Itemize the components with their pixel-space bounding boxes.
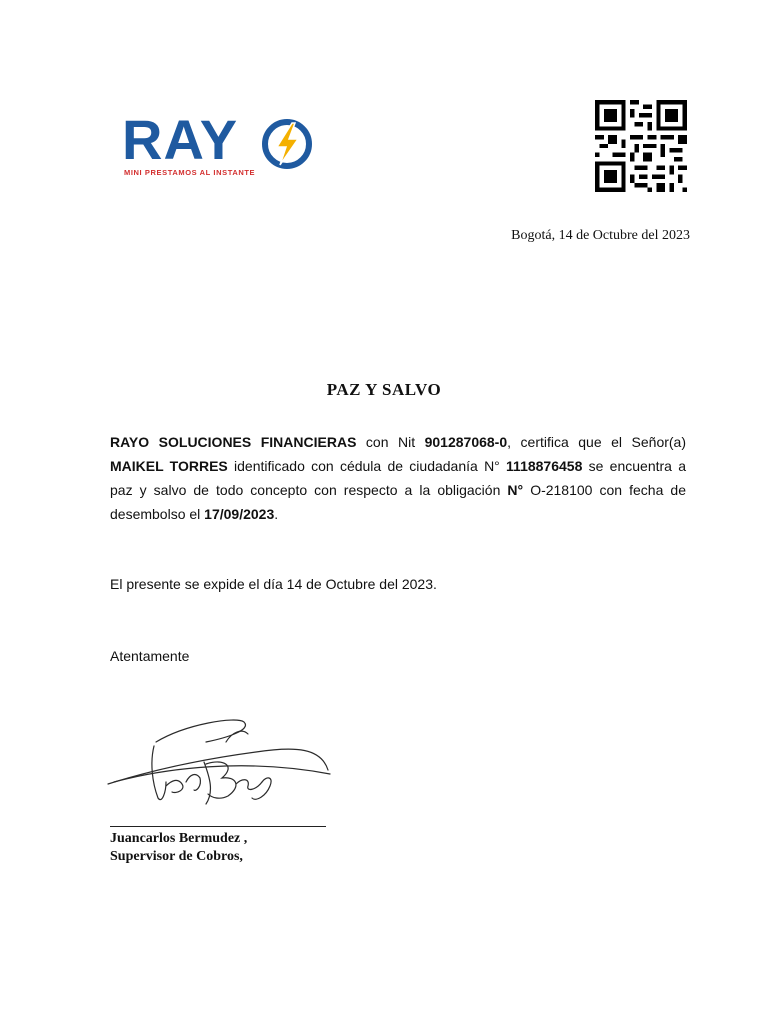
signer-block	[110, 830, 247, 866]
company-name: RAYO SOLUCIONES FINANCIERAS	[110, 434, 357, 450]
client-cedula: 1118876458	[506, 458, 583, 474]
document-title: PAZ Y SALVO	[326, 380, 442, 399]
obligation-number: O-218100 con fecha de desembolso el	[110, 482, 686, 522]
certification-paragraph: RAYO SOLUCIONES FINANCIERAS con Nit 901287068-0, certifica que el Señor(a) MAIKEL TORRES identificado con cédula de ciudadanía N° 1118876458 se encuentra a paz y salvo de todo concepto con respecto a la obligación N° O-218100 con fecha de desembolso el 17/09/2023.	[110, 434, 687, 522]
company-logo	[122, 110, 322, 180]
document-date: Bogotá, 14 de Octubre del 2023	[511, 228, 690, 243]
lightning-bolt-icon	[262, 119, 312, 169]
signer-role: Supervisor de Cobros,	[110, 849, 243, 864]
closing-salutation: Atentamente	[110, 648, 190, 664]
logo-tagline: MINI PRESTAMOS AL INSTANTE	[124, 168, 256, 177]
disbursement-date: 17/09/2023	[204, 506, 275, 522]
obligation-number-label: N°	[507, 482, 524, 498]
signer-name: Juancarlos Bermudez ,	[110, 831, 248, 846]
issue-statement: El presente se expide el día 14 de Octubre del 2023.	[110, 576, 437, 592]
client-name: MAIKEL TORRES	[110, 458, 228, 474]
logo-wordmark: RAY	[122, 108, 239, 171]
handwritten-signature	[106, 712, 334, 824]
signature-line	[110, 826, 326, 827]
qr-code-icon	[592, 100, 690, 192]
company-nit: 901287068-0	[424, 434, 508, 450]
